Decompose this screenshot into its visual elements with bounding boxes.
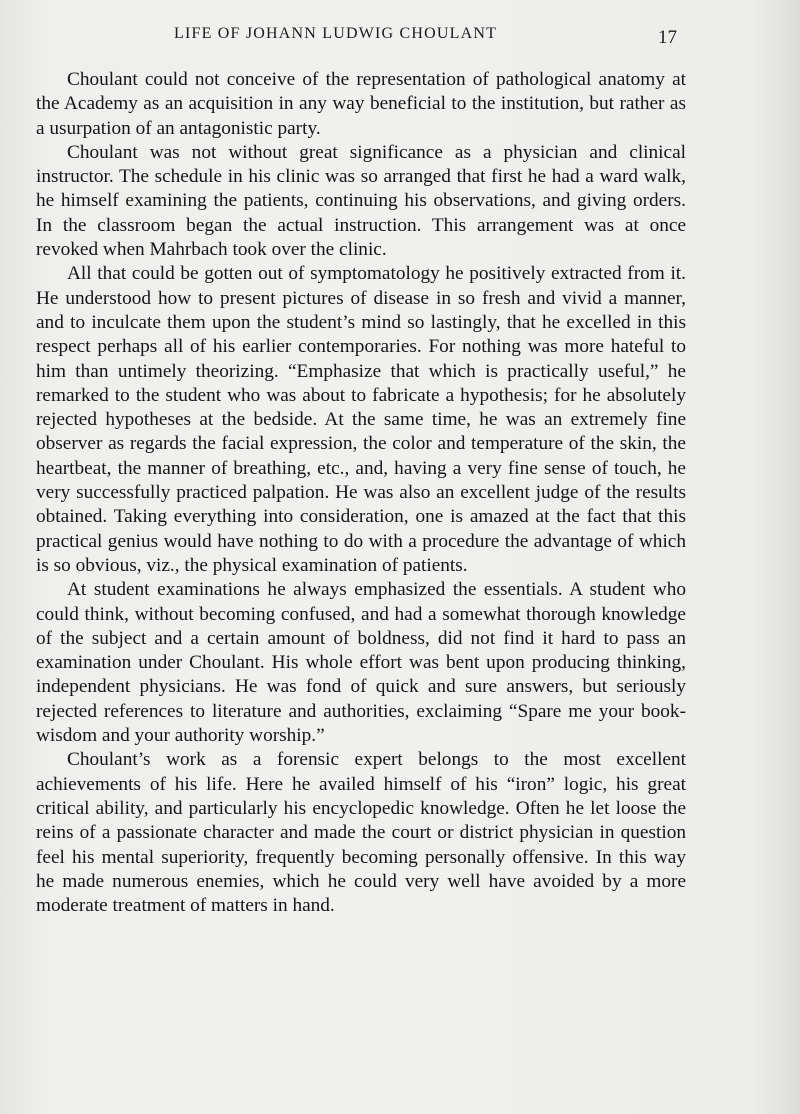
paragraph-clinical-instructor: Choulant was not without great significance as a physician and clinical instructor. The schedule in his clinic was so arranged that first he had a ward walk, he himself examining the patients, continuing his observations, and giving orders. In the classroom began the actual instruction. This arrangement was at once revoked when Mahrbach took over the clinic. (36, 141, 686, 261)
page-number: 17 (658, 27, 677, 48)
paragraph-pathological-anatomy: Choulant could not conceive of the representation of pathological anatomy at the Academy as an acquisition in any way beneficial to the institution, but rather as a usurpation of an antagonistic party. (36, 69, 686, 139)
body-text (36, 68, 686, 918)
running-title: LIFE OF JOHANN LUDWIG CHOULANT (174, 25, 498, 42)
paragraph-symptomatology: All that could be gotten out of symptomatology he positively extracted from it. He understood how to present pictures of disease in so fresh and vivid a manner, and to inculcate them upon the student’s mind so lastingly, that he excelled in this respect perhaps all of his earlier contemporaries. For nothing was more hateful to him than untimely theorizing. “Emphasize that which is practically useful,” he remarked to the student who was about to fabricate a hypothesis; for he absolutely rejected hypotheses at the bedside. At the same time, he was an extremely fine observer as regards the facial expression, the color and temperature of the skin, the heartbeat, the manner of breathing, etc., and, having a very fine sense of touch, he very successfully practiced palpation. He was also an excellent judge of the results obtained. Taking everything into consideration, one is amazed at the fact that this practical genius would have nothing to do with a procedure the advantage of which is so obvious, viz., the physical examination of patients. (36, 263, 686, 576)
paragraph-student-examinations: At student examinations he always emphasized the essentials. A student who could think, without becoming confused, and had a somewhat thorough knowledge of the subject and a certain amount of boldness, did not find it hard to pass an examination under Choulant. His whole effort was bent upon producing thinking, independent physicians. He was fond of quick and sure answers, but seriously rejected references to literature and authorities, exclaiming “Spare me your book-wisdom and your authority worship.” (36, 579, 686, 747)
paragraph-forensic-expert: Choulant’s work as a forensic expert belongs to the most excellent achievements of his life. Here he availed himself of his “iron” logic, his great critical ability, and particularly his encyclopedic knowledge. Often he let loose the reins of a passionate character and made the court or district physician in question feel his mental superiority, frequently becoming personally offensive. In this way he made numerous enemies, which he could very well have avoided by a more moderate treatment of matters in hand. (36, 749, 686, 917)
running-head (0, 25, 800, 51)
